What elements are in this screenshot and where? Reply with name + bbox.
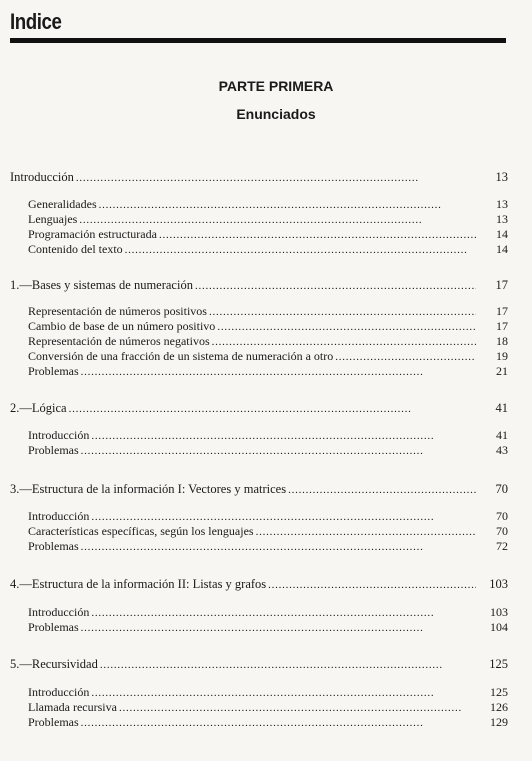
part-subheading: Enunciados	[236, 106, 316, 122]
toc-entry	[28, 539, 508, 554]
toc-page-number: 104	[490, 620, 508, 634]
leader-dots	[212, 334, 476, 349]
toc-entry	[28, 620, 508, 635]
toc-chapter-label: 2.—Lógica	[10, 401, 67, 415]
leader-dots	[195, 278, 476, 293]
toc-entry	[28, 334, 508, 349]
leader-dots	[91, 428, 476, 443]
toc-entry	[28, 319, 508, 334]
toc-entry-label: Problemas	[28, 443, 79, 457]
toc-page-number: 14	[496, 242, 508, 256]
toc-page-number: 70	[495, 482, 508, 496]
leader-dots	[99, 197, 476, 212]
leader-dots	[81, 715, 476, 730]
toc-page-number: 41	[495, 401, 508, 415]
toc-entry	[28, 242, 508, 257]
toc-entry-label: Problemas	[28, 539, 79, 553]
toc-entry-label: Introducción	[28, 509, 90, 523]
leader-dots	[69, 401, 476, 416]
leader-dots	[335, 349, 476, 364]
toc-entry	[28, 605, 508, 620]
toc-entry-label: Programación estructurada	[28, 227, 157, 241]
toc-page-number: 13	[495, 170, 508, 184]
leader-dots	[76, 170, 476, 185]
leader-dots	[81, 443, 476, 458]
part-heading: PARTE PRIMERA	[218, 78, 334, 94]
leader-dots	[91, 509, 476, 524]
leader-dots	[119, 700, 476, 715]
toc-chapter-label: 1.—Bases y sistemas de numeración	[10, 278, 193, 292]
leader-dots	[81, 539, 476, 554]
toc-page-number: 19	[496, 349, 508, 363]
toc-entry-label: Problemas	[28, 715, 79, 729]
toc-page-number: 126	[490, 700, 508, 714]
leader-dots	[125, 242, 476, 257]
toc-entry	[28, 428, 508, 443]
toc-entry	[28, 685, 508, 700]
toc-page-number: 43	[496, 443, 508, 457]
toc-entry-label: Lenguajes	[28, 212, 78, 226]
toc-page-number: 17	[496, 304, 508, 318]
toc-entry-label: Características específicas, según los lenguajes	[28, 524, 254, 538]
toc-entry	[28, 443, 508, 458]
toc-entry-label: Contenido del texto	[28, 242, 123, 256]
toc-entry-label: Introducción	[28, 428, 90, 442]
toc-page-number: 41	[496, 428, 508, 442]
leader-dots	[159, 227, 476, 242]
toc-entry-label: Generalidades	[28, 197, 97, 211]
toc-entry-label: Llamada recursiva	[28, 700, 117, 714]
index-header	[10, 8, 506, 36]
leader-dots	[288, 482, 476, 497]
toc-entry-label: Problemas	[28, 364, 79, 378]
toc-chapter-introduccion	[10, 170, 508, 185]
leader-dots	[91, 685, 476, 700]
leader-dots	[209, 304, 476, 319]
leader-dots	[217, 319, 476, 334]
toc-entry-label: Introducción	[28, 605, 90, 619]
toc-chapter-1	[10, 278, 508, 293]
leader-dots	[81, 364, 476, 379]
toc-entry	[28, 349, 508, 364]
leader-dots	[100, 657, 476, 672]
toc-page-number: 70	[496, 524, 508, 538]
toc-entry	[28, 509, 508, 524]
toc-page-number: 70	[496, 509, 508, 523]
toc-page-number: 125	[490, 685, 508, 699]
toc-chapter-label: 5.—Recursividad	[10, 657, 98, 671]
toc-page-number: 125	[489, 657, 508, 671]
toc-page-number: 13	[496, 212, 508, 226]
toc-entry	[28, 304, 508, 319]
toc-entry	[28, 700, 508, 715]
toc-page-number: 13	[496, 197, 508, 211]
toc-chapter-label: Introducción	[10, 170, 74, 184]
leader-dots	[81, 620, 476, 635]
leader-dots	[256, 524, 476, 539]
toc-page-number: 18	[496, 334, 508, 348]
toc-entry	[28, 364, 508, 379]
toc-page-number: 21	[496, 364, 508, 378]
leader-dots	[91, 605, 476, 620]
page-title: Indice	[10, 9, 62, 34]
toc-chapter-2	[10, 401, 508, 416]
toc-chapter-5	[10, 657, 508, 672]
toc-page-number: 129	[490, 715, 508, 729]
toc-entry	[28, 715, 508, 730]
toc-entry	[28, 524, 508, 539]
toc-entry-label: Cambio de base de un número positivo	[28, 319, 216, 333]
leader-dots	[268, 577, 476, 592]
toc-page-number: 17	[495, 278, 508, 292]
toc-page-number: 72	[496, 539, 508, 553]
toc-chapter-4	[10, 577, 508, 592]
toc-chapter-3	[10, 482, 508, 497]
toc-page-number: 103	[489, 577, 508, 591]
toc-entry	[28, 212, 508, 227]
toc-page-number: 17	[496, 319, 508, 333]
toc-entry-label: Problemas	[28, 620, 79, 634]
toc-entry-label: Representación de números negativos	[28, 334, 210, 348]
toc-page-number: 103	[490, 605, 508, 619]
toc-page-number: 14	[496, 227, 508, 241]
leader-dots	[79, 212, 476, 227]
toc-entry-label: Conversión de una fracción de un sistema de numeración a otro	[28, 349, 334, 363]
toc-entry-label: Representación de números positivos	[28, 304, 207, 318]
header-rule	[10, 38, 506, 43]
toc-chapter-label: 4.—Estructura de la información II: Listas y grafos	[10, 577, 267, 591]
toc-entry	[28, 197, 508, 212]
toc-entry	[28, 227, 508, 242]
toc-chapter-label: 3.—Estructura de la información I: Vectores y matrices	[10, 482, 287, 496]
toc-entry-label: Introducción	[28, 685, 90, 699]
